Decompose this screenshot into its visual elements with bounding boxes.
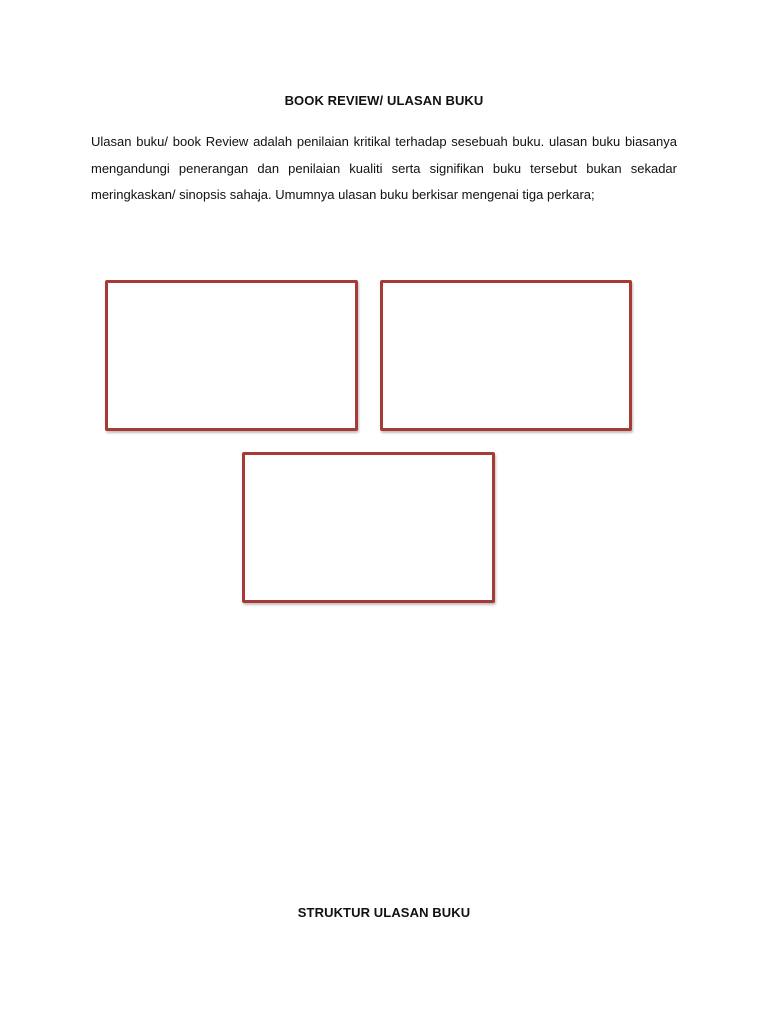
page-title: BOOK REVIEW/ ULASAN BUKU [284,93,484,108]
empty-box-1 [105,280,358,431]
section-heading: STRUKTUR ULASAN BUKU [297,905,471,920]
intro-paragraph: Ulasan buku/ book Review adalah penilaian kritikal terhadap sesebuah buku. ulasan buku biasanya mengandungi penerangan dan penilaian kualiti serta signifikan buku tersebut bukan sekadar meringkaskan/ sinopsis sahaja. Umumnya ulasan buku berkisar mengenai tiga perkara; [91,134,677,202]
empty-box-2 [380,280,632,431]
empty-box-3 [242,452,495,603]
